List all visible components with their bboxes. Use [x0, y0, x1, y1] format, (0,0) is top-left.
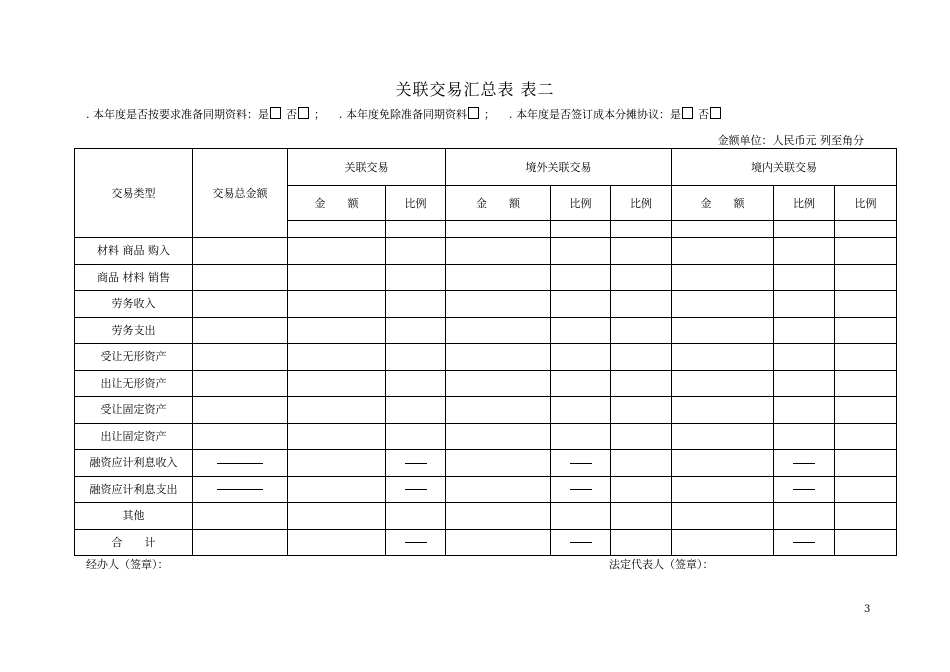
value-cell[interactable]	[551, 423, 611, 450]
value-cell[interactable]	[672, 529, 774, 556]
value-cell[interactable]	[611, 476, 672, 503]
value-cell[interactable]	[835, 344, 897, 371]
header-ratio: 比例	[551, 186, 611, 221]
value-cell[interactable]	[386, 317, 446, 344]
value-cell[interactable]	[774, 503, 835, 530]
table-row	[75, 344, 897, 371]
header-amount: 金 额	[288, 186, 386, 221]
value-cell[interactable]	[446, 264, 551, 291]
value-cell[interactable]	[611, 503, 672, 530]
value-cell[interactable]	[386, 397, 446, 424]
value-cell[interactable]	[835, 529, 897, 556]
value-cell[interactable]	[446, 344, 551, 371]
value-cell[interactable]	[774, 450, 835, 477]
question-3-no: 否	[698, 108, 709, 121]
value-cell[interactable]	[288, 317, 386, 344]
value-cell[interactable]	[672, 397, 774, 424]
semicolon-2: ；	[484, 108, 495, 121]
not-applicable-dash	[570, 542, 592, 543]
row-label: 商品 材料 销售	[75, 264, 193, 291]
value-cell[interactable]	[288, 397, 386, 424]
value-cell[interactable]	[551, 529, 611, 556]
value-cell[interactable]	[835, 423, 897, 450]
value-cell[interactable]	[551, 291, 611, 318]
table-row	[75, 291, 897, 318]
value-cell[interactable]	[774, 344, 835, 371]
value-cell[interactable]	[193, 476, 288, 503]
question-3-text: . 本年度是否签订成本分摊协议：是	[509, 108, 681, 121]
value-cell[interactable]	[193, 344, 288, 371]
not-applicable-dash	[793, 463, 815, 464]
checkbox-yes-1[interactable]	[270, 107, 281, 119]
not-applicable-dash	[793, 489, 815, 490]
table-row	[75, 423, 897, 450]
spacer-cell	[774, 221, 835, 238]
value-cell[interactable]	[193, 450, 288, 477]
value-cell[interactable]	[611, 450, 672, 477]
table-row	[75, 476, 897, 503]
unit-note: 金额单位：人民币元 列至角分	[717, 134, 864, 147]
value-cell[interactable]	[386, 476, 446, 503]
value-cell[interactable]	[288, 291, 386, 318]
header-transaction-type: 交易类型	[75, 149, 193, 238]
value-cell[interactable]	[611, 370, 672, 397]
row-label: 融资应计利息支出	[75, 476, 193, 503]
header-ratio: 比例	[611, 186, 672, 221]
spacer-cell	[288, 221, 386, 238]
value-cell[interactable]	[446, 370, 551, 397]
value-cell[interactable]	[672, 476, 774, 503]
value-cell[interactable]	[386, 450, 446, 477]
table-row	[75, 317, 897, 344]
value-cell[interactable]	[386, 423, 446, 450]
row-label: 合 计	[75, 529, 193, 556]
value-cell[interactable]	[551, 344, 611, 371]
value-cell[interactable]	[774, 397, 835, 424]
value-cell[interactable]	[386, 344, 446, 371]
spacer-cell	[446, 221, 551, 238]
value-cell[interactable]	[288, 450, 386, 477]
value-cell[interactable]	[672, 423, 774, 450]
table-row	[75, 450, 897, 477]
value-cell[interactable]	[835, 397, 897, 424]
value-cell[interactable]	[835, 317, 897, 344]
value-cell[interactable]	[551, 476, 611, 503]
header-amount: 金 额	[672, 186, 774, 221]
question-1-no: 否	[286, 108, 297, 121]
header-ratio: 比例	[774, 186, 835, 221]
row-label: 受让无形资产	[75, 344, 193, 371]
value-cell[interactable]	[551, 503, 611, 530]
value-cell[interactable]	[288, 344, 386, 371]
page-number: 3	[864, 604, 871, 615]
value-cell[interactable]	[446, 317, 551, 344]
question-1-text: . 本年度是否按要求准备同期资料：是	[86, 108, 269, 121]
table-row	[75, 238, 897, 265]
row-label: 出让无形资产	[75, 370, 193, 397]
value-cell[interactable]	[193, 397, 288, 424]
value-cell[interactable]	[611, 423, 672, 450]
value-cell[interactable]	[611, 291, 672, 318]
table-row	[75, 529, 897, 556]
value-cell[interactable]	[611, 317, 672, 344]
value-cell[interactable]	[835, 291, 897, 318]
value-cell[interactable]	[446, 397, 551, 424]
header-group-overseas: 境外关联交易	[446, 149, 672, 186]
value-cell[interactable]	[774, 370, 835, 397]
value-cell[interactable]	[446, 238, 551, 265]
related-transactions-table	[74, 148, 897, 556]
question-line	[86, 106, 726, 122]
value-cell[interactable]	[774, 291, 835, 318]
value-cell[interactable]	[672, 238, 774, 265]
value-cell[interactable]	[288, 476, 386, 503]
value-cell[interactable]	[835, 476, 897, 503]
value-cell[interactable]	[551, 450, 611, 477]
value-cell[interactable]	[386, 503, 446, 530]
row-label: 融资应计利息收入	[75, 450, 193, 477]
handler-signature-label: 经办人（签章）：	[86, 558, 169, 571]
value-cell[interactable]	[611, 238, 672, 265]
value-cell[interactable]	[446, 450, 551, 477]
row-label: 受让固定资产	[75, 397, 193, 424]
value-cell[interactable]	[672, 291, 774, 318]
value-cell[interactable]	[551, 370, 611, 397]
value-cell[interactable]	[288, 529, 386, 556]
value-cell[interactable]	[386, 264, 446, 291]
checkbox-no-1[interactable]	[298, 107, 309, 119]
value-cell[interactable]	[446, 423, 551, 450]
value-cell[interactable]	[774, 529, 835, 556]
not-applicable-dash	[405, 489, 427, 490]
header-amount: 金 额	[446, 186, 551, 221]
not-applicable-dash	[217, 489, 263, 490]
header-total-amount: 交易总金额	[193, 149, 288, 238]
not-applicable-dash	[570, 463, 592, 464]
not-applicable-dash	[405, 463, 427, 464]
header-ratio: 比例	[835, 186, 897, 221]
row-label: 劳务收入	[75, 291, 193, 318]
value-cell[interactable]	[835, 264, 897, 291]
value-cell[interactable]	[446, 291, 551, 318]
value-cell[interactable]	[386, 370, 446, 397]
table-row	[75, 264, 897, 291]
spacer-cell	[386, 221, 446, 238]
value-cell[interactable]	[288, 503, 386, 530]
not-applicable-dash	[405, 542, 427, 543]
value-cell[interactable]	[551, 397, 611, 424]
value-cell[interactable]	[611, 529, 672, 556]
value-cell[interactable]	[446, 476, 551, 503]
value-cell[interactable]	[672, 317, 774, 344]
value-cell[interactable]	[774, 264, 835, 291]
value-cell[interactable]	[835, 370, 897, 397]
value-cell[interactable]	[835, 503, 897, 530]
row-label: 劳务支出	[75, 317, 193, 344]
spacer-cell	[551, 221, 611, 238]
spacer-cell	[672, 221, 774, 238]
value-cell[interactable]	[193, 370, 288, 397]
value-cell[interactable]	[611, 397, 672, 424]
value-cell[interactable]	[835, 238, 897, 265]
spacer-cell	[611, 221, 672, 238]
value-cell[interactable]	[672, 370, 774, 397]
value-cell[interactable]	[672, 503, 774, 530]
value-cell[interactable]	[774, 476, 835, 503]
not-applicable-dash	[570, 489, 592, 490]
value-cell[interactable]	[551, 264, 611, 291]
value-cell[interactable]	[774, 423, 835, 450]
row-label: 材料 商品 购入	[75, 238, 193, 265]
value-cell[interactable]	[446, 529, 551, 556]
value-cell[interactable]	[288, 423, 386, 450]
row-label: 其他	[75, 503, 193, 530]
value-cell[interactable]	[386, 291, 446, 318]
table-row	[75, 503, 897, 530]
value-cell[interactable]	[551, 317, 611, 344]
value-cell[interactable]	[193, 423, 288, 450]
value-cell[interactable]	[193, 264, 288, 291]
checkbox-exempt[interactable]	[468, 107, 479, 119]
value-cell[interactable]	[386, 238, 446, 265]
value-cell[interactable]	[288, 370, 386, 397]
page-title: 关联交易汇总表 表二	[395, 80, 555, 99]
value-cell[interactable]	[288, 264, 386, 291]
value-cell[interactable]	[774, 317, 835, 344]
semicolon-1: ；	[314, 108, 325, 121]
value-cell[interactable]	[288, 238, 386, 265]
value-cell[interactable]	[672, 344, 774, 371]
checkbox-no-3[interactable]	[710, 107, 721, 119]
value-cell[interactable]	[193, 529, 288, 556]
table-row	[75, 370, 897, 397]
value-cell[interactable]	[835, 450, 897, 477]
value-cell[interactable]	[611, 344, 672, 371]
checkbox-yes-3[interactable]	[682, 107, 693, 119]
legal-rep-signature-label: 法定代表人（签章）：	[609, 558, 714, 571]
value-cell[interactable]	[386, 529, 446, 556]
header-group-domestic: 境内关联交易	[672, 149, 897, 186]
value-cell[interactable]	[551, 238, 611, 265]
value-cell[interactable]	[193, 291, 288, 318]
header-group-related: 关联交易	[288, 149, 446, 186]
row-label: 出让固定资产	[75, 423, 193, 450]
not-applicable-dash	[793, 542, 815, 543]
value-cell[interactable]	[193, 317, 288, 344]
value-cell[interactable]	[774, 238, 835, 265]
value-cell[interactable]	[672, 264, 774, 291]
value-cell[interactable]	[193, 238, 288, 265]
spacer-cell	[835, 221, 897, 238]
table-row	[75, 397, 897, 424]
value-cell[interactable]	[446, 503, 551, 530]
value-cell[interactable]	[193, 503, 288, 530]
value-cell[interactable]	[611, 264, 672, 291]
header-ratio: 比例	[386, 186, 446, 221]
value-cell[interactable]	[672, 450, 774, 477]
not-applicable-dash	[217, 463, 263, 464]
question-2-text: . 本年度免除准备同期资料	[339, 108, 467, 121]
